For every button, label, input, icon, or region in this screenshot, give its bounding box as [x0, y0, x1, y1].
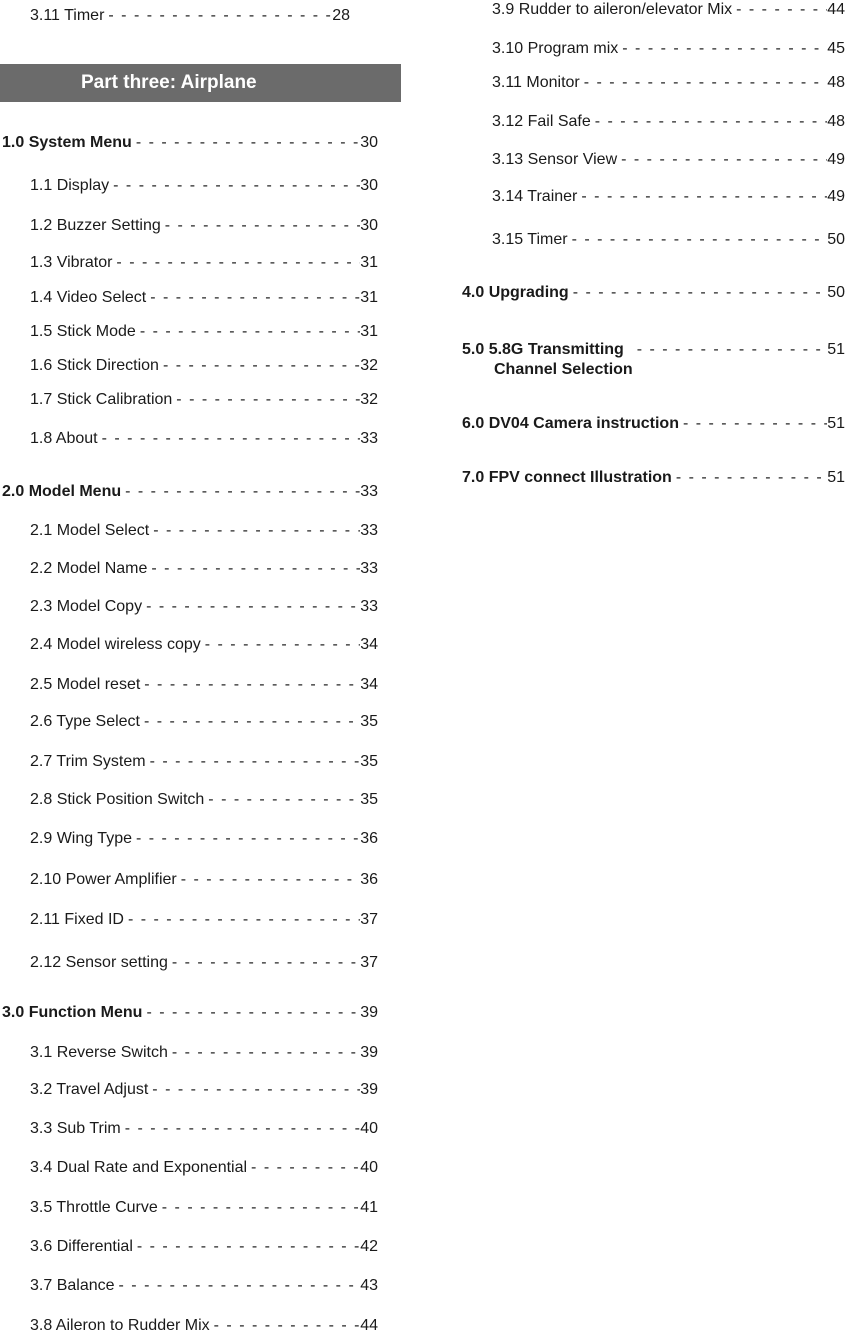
toc-label: [492, 230, 572, 250]
toc-entry: [30, 1074, 378, 1100]
toc-section-entry: [2, 997, 378, 1023]
dot-leader: [125, 1119, 361, 1139]
toc-entry: [492, 33, 845, 59]
toc-label: [30, 1276, 119, 1296]
toc-page-number: 30: [360, 134, 378, 151]
dot-leader: [119, 1276, 361, 1296]
toc-label: [2, 1003, 146, 1023]
dot-leader: [136, 829, 360, 849]
toc-entry: [30, 784, 378, 810]
toc-page-number: 50: [827, 231, 845, 248]
dot-leader: [214, 1316, 361, 1336]
dot-leader: [146, 1003, 360, 1023]
toc-section-entry: [2, 127, 378, 153]
toc-page-number: 32: [360, 391, 378, 408]
toc-page-number: 32: [360, 357, 378, 374]
toc-entry: [30, 947, 378, 973]
dot-leader: [150, 752, 361, 772]
toc-entry: [30, 1113, 378, 1139]
dot-leader: [637, 340, 828, 360]
toc-entry: [30, 350, 378, 376]
toc-label: [30, 712, 144, 732]
toc-label-text: 1.3 Vibrator: [30, 254, 113, 271]
toc-page-number: 30: [360, 177, 378, 194]
toc-label: [30, 635, 205, 655]
toc-page-number: 49: [827, 151, 845, 168]
toc-label-text: 2.11 Fixed ID: [30, 911, 124, 928]
toc-page-number: 39: [360, 1004, 378, 1021]
toc-page-number: 33: [360, 522, 378, 539]
toc-page-number: 39: [360, 1044, 378, 1061]
toc-label: [30, 1316, 214, 1336]
toc-entry: [30, 591, 378, 617]
toc-section-entry: [462, 462, 845, 488]
toc-entry: [30, 423, 378, 449]
dot-leader: [621, 150, 827, 170]
toc-label-text: 1.1 Display: [30, 177, 110, 194]
toc-label: [30, 675, 144, 695]
dot-leader: [108, 6, 332, 26]
toc-page-number: 28: [332, 7, 350, 24]
dot-leader: [581, 187, 827, 207]
toc-entry: [492, 106, 845, 132]
toc-entry: [30, 1270, 378, 1296]
toc-page-number: 42: [360, 1238, 378, 1255]
toc-label: [30, 216, 165, 236]
toc-label-continuation: Channel Selection: [494, 361, 633, 378]
toc-label-text: 2.7 Trim System: [30, 753, 146, 770]
dot-leader: [125, 482, 360, 502]
toc-label-text: 3.11 Monitor: [492, 74, 580, 91]
toc-label-text: 2.5 Model reset: [30, 676, 141, 693]
toc-page-number: 51: [827, 415, 845, 432]
toc-section-entry: [462, 277, 845, 303]
dot-leader: [136, 133, 360, 153]
toc-page-number: 44: [827, 1, 845, 18]
dot-leader: [573, 283, 828, 303]
toc-label-text: 2.4 Model wireless copy: [30, 636, 201, 653]
toc-entry: [30, 1310, 378, 1336]
toc-label: [462, 414, 683, 434]
dot-leader: [128, 910, 360, 930]
toc-page-number: 30: [360, 217, 378, 234]
toc-label: [30, 1043, 172, 1063]
toc-entry: [30, 629, 378, 655]
toc-label-text: 2.6 Type Select: [30, 713, 140, 730]
toc-label-text: 2.1 Model Select: [30, 522, 150, 539]
toc-entry: [492, 224, 845, 250]
dot-leader: [140, 322, 360, 342]
toc-entry: [30, 316, 378, 342]
toc-label-text: 4.0 Upgrading: [462, 284, 569, 301]
dot-leader: [116, 253, 360, 273]
toc-page-number: 37: [360, 911, 378, 928]
toc-label-text: 1.8 About: [30, 430, 98, 447]
dot-leader: [172, 1043, 360, 1063]
toc-label-text: 3.0 Function Menu: [2, 1004, 143, 1021]
toc-page-number: 35: [360, 713, 378, 730]
dot-leader: [176, 390, 360, 410]
toc-page-number: 48: [827, 74, 845, 91]
toc-label-text: 6.0 DV04 Camera instruction: [462, 415, 679, 432]
toc-label-text: 1.0 System Menu: [2, 134, 132, 151]
toc-label-text: 3.5 Throttle Curve: [30, 1199, 158, 1216]
toc-label-text: 2.10 Power Amplifier: [30, 871, 177, 888]
toc-label: [30, 176, 113, 196]
dot-leader: [113, 176, 360, 196]
toc-label-text: 3.13 Sensor View: [492, 151, 618, 168]
toc-label-text: 1.2 Buzzer Setting: [30, 217, 161, 234]
toc-label: [30, 910, 128, 930]
toc-label: [2, 133, 136, 153]
toc-label: [30, 559, 151, 579]
dot-leader: [251, 1158, 360, 1178]
toc-label-text: 3.1 Reverse Switch: [30, 1044, 168, 1061]
toc-entry: [30, 1152, 378, 1178]
toc-label-text: 3.8 Aileron to Rudder Mix: [30, 1317, 210, 1334]
toc-label: [492, 0, 736, 20]
toc-page-number: 51: [827, 341, 845, 358]
toc-label: [30, 1158, 251, 1178]
dot-leader: [137, 1237, 360, 1257]
toc-label-text: 1.4 Video Select: [30, 289, 147, 306]
toc-entry: [30, 1231, 378, 1257]
dot-leader: [152, 1080, 360, 1100]
dot-leader: [676, 468, 827, 488]
toc-page-number: 36: [360, 830, 378, 847]
toc-label: [492, 187, 581, 207]
toc-label: [492, 150, 621, 170]
toc-label-text: 2.12 Sensor setting: [30, 954, 168, 971]
toc-page-number: 39: [360, 1081, 378, 1098]
toc-page-number: 49: [827, 188, 845, 205]
toc-page-number: 35: [360, 791, 378, 808]
toc-page-number: 33: [360, 483, 378, 500]
toc-label: [492, 39, 622, 59]
toc-label: [30, 870, 181, 890]
dot-leader: [622, 39, 827, 59]
toc-entry: [30, 210, 378, 236]
toc-label: [30, 1119, 125, 1139]
toc-label-text: 3.10 Program mix: [492, 40, 619, 57]
toc-page-number: 48: [827, 113, 845, 130]
toc-page-number: 40: [360, 1120, 378, 1137]
toc-page-number: 33: [360, 598, 378, 615]
toc-label-text: 3.2 Travel Adjust: [30, 1081, 149, 1098]
dot-leader: [162, 1198, 360, 1218]
dot-leader: [595, 112, 827, 132]
toc-label: [30, 253, 116, 273]
dot-leader: [165, 216, 360, 236]
toc-entry: [30, 170, 378, 196]
toc-page-number: 43: [360, 1277, 378, 1294]
toc-section-entry: [2, 476, 378, 502]
part-banner: [0, 64, 401, 102]
dot-leader: [151, 559, 360, 579]
toc-label-text: 3.15 Timer: [492, 231, 568, 248]
toc-label-text: 2.8 Stick Position Switch: [30, 791, 205, 808]
toc-label: [30, 1237, 137, 1257]
toc-label-text: 2.9 Wing Type: [30, 830, 132, 847]
toc-entry: [30, 864, 378, 890]
dot-leader: [584, 73, 827, 93]
toc-page-number: 33: [360, 560, 378, 577]
toc-page-number: 33: [360, 430, 378, 447]
toc-label: [462, 340, 637, 380]
toc-label: [30, 1198, 162, 1218]
toc-label-text: 3.3 Sub Trim: [30, 1120, 121, 1137]
toc-label-text: 3.6 Differential: [30, 1238, 133, 1255]
dot-leader: [208, 790, 360, 810]
toc-entry: [30, 706, 378, 732]
dot-leader: [736, 0, 827, 20]
toc-entry-top: [30, 0, 350, 26]
dot-leader: [153, 521, 360, 541]
toc-page-number: 34: [360, 636, 378, 653]
toc-label-text: 3.14 Trainer: [492, 188, 578, 205]
toc-label: [30, 953, 172, 973]
toc-entry: [30, 823, 378, 849]
dot-leader: [163, 356, 360, 376]
toc-page-number: 51: [827, 469, 845, 486]
toc-label: 3.11 Timer: [30, 7, 105, 24]
toc-label: [30, 429, 102, 449]
part-title: Part three: Airplane: [81, 72, 257, 93]
toc-page-number: 44: [360, 1317, 378, 1334]
toc-label-text: 2.0 Model Menu: [2, 483, 122, 500]
toc-label: [30, 752, 150, 772]
dot-leader: [144, 712, 360, 732]
dot-leader: [172, 953, 360, 973]
toc-page-number: 35: [360, 753, 378, 770]
toc-label: [30, 288, 150, 308]
toc-label-text: 3.9 Rudder to aileron/elevator Mix: [492, 1, 733, 18]
toc-label: [30, 322, 140, 342]
toc-label: [2, 482, 125, 502]
toc-label: [30, 521, 153, 541]
toc-entry: [492, 144, 845, 170]
toc-label: [492, 73, 584, 93]
toc-page-number: 45: [827, 40, 845, 57]
toc-label: [30, 356, 163, 376]
toc-entry: [492, 67, 845, 93]
toc-label-text: 2.2 Model Name: [30, 560, 148, 577]
toc-label-text: 3.4 Dual Rate and Exponential: [30, 1159, 248, 1176]
toc-label-text: 5.0 5.8G Transmitting: [462, 341, 624, 358]
dot-leader: [150, 288, 360, 308]
toc-entry: [30, 904, 378, 930]
toc-entry: [492, 181, 845, 207]
toc-page-number: 31: [360, 254, 378, 271]
dot-leader: [144, 675, 360, 695]
toc-section-entry: [462, 340, 845, 388]
toc-section-entry: [462, 408, 845, 434]
dot-leader: [102, 429, 361, 449]
toc-label: [30, 829, 136, 849]
toc-entry: [30, 553, 378, 579]
toc-page-number: 31: [360, 289, 378, 306]
toc-label-text: 3.12 Fail Safe: [492, 113, 591, 130]
toc-label-text: 1.5 Stick Mode: [30, 323, 136, 340]
toc-label: [492, 112, 595, 132]
toc-entry: [30, 1037, 378, 1063]
toc-page-number: 50: [827, 284, 845, 301]
dot-leader: [683, 414, 827, 434]
toc-label-text: 1.7 Stick Calibration: [30, 391, 173, 408]
dot-leader: [181, 870, 360, 890]
toc-entry: [30, 384, 378, 410]
dot-leader: [146, 597, 360, 617]
toc-entry: [30, 1192, 378, 1218]
toc-page-number: 36: [360, 871, 378, 888]
toc-entry: [30, 515, 378, 541]
dot-leader: [572, 230, 828, 250]
toc-label: [30, 1080, 152, 1100]
toc-label: [30, 790, 208, 810]
toc-label-text: 1.6 Stick Direction: [30, 357, 159, 374]
toc-page-number: 41: [360, 1199, 378, 1216]
toc-page-number: 40: [360, 1159, 378, 1176]
toc-page-number: 34: [360, 676, 378, 693]
toc-page-number: 31: [360, 323, 378, 340]
toc-entry: [492, 0, 845, 20]
toc-label-text: 2.3 Model Copy: [30, 598, 143, 615]
toc-label: [30, 597, 146, 617]
toc-label: [462, 468, 676, 488]
toc-entry: [30, 746, 378, 772]
toc-entry: [30, 669, 378, 695]
toc-entry: [30, 247, 378, 273]
dot-leader: [205, 635, 360, 655]
toc-page-number: 37: [360, 954, 378, 971]
toc-label-text: 3.7 Balance: [30, 1277, 115, 1294]
toc-label: [30, 390, 176, 410]
toc-entry: [30, 282, 378, 308]
toc-label-text: 7.0 FPV connect Illustration: [462, 469, 672, 486]
toc-label: [462, 283, 573, 303]
